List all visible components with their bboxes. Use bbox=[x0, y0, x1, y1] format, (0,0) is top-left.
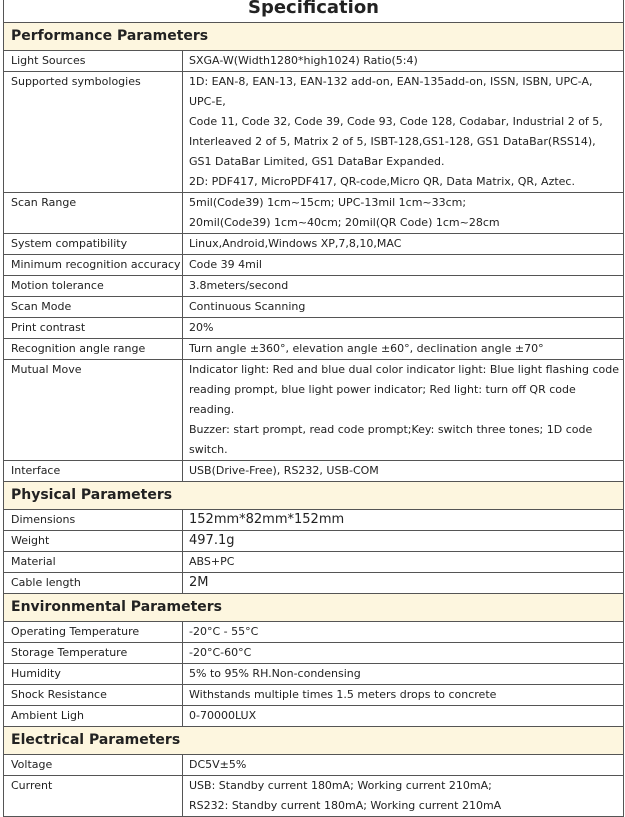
spec-value bbox=[183, 72, 623, 192]
spec-value-line: reading. bbox=[189, 403, 235, 416]
spec-value bbox=[183, 552, 623, 572]
spec-value-line: Code 11, Code 32, Code 39, Code 93, Code 128, Codabar, Industrial 2 of 5, bbox=[189, 115, 603, 128]
spec-value bbox=[183, 255, 623, 275]
spec-label: Ambient Ligh bbox=[4, 706, 183, 726]
spec-value-line: Continuous Scanning bbox=[189, 300, 306, 313]
spec-value-line: 0-70000LUX bbox=[189, 709, 257, 722]
spec-row bbox=[4, 685, 623, 706]
spec-value bbox=[183, 360, 623, 460]
spec-row bbox=[4, 510, 623, 531]
spec-row bbox=[4, 276, 623, 297]
spec-row bbox=[4, 255, 623, 276]
spec-label: Motion tolerance bbox=[4, 276, 183, 296]
spec-row bbox=[4, 339, 623, 360]
specification-sheet bbox=[3, 0, 624, 817]
spec-row bbox=[4, 72, 623, 193]
spec-row bbox=[4, 755, 623, 776]
spec-value bbox=[183, 461, 623, 481]
spec-label: Material bbox=[4, 552, 183, 572]
spec-value bbox=[183, 51, 623, 71]
spec-value-line: SXGA-W(Width1280*high1024) Ratio(5:4) bbox=[189, 54, 418, 67]
spec-label: Humidity bbox=[4, 664, 183, 684]
spec-label: Minimum recognition accuracy bbox=[4, 255, 183, 275]
spec-value bbox=[183, 234, 623, 254]
spec-value-line: 2M bbox=[189, 575, 209, 590]
section-heading-physical: Physical Parameters bbox=[4, 482, 623, 510]
spec-row bbox=[4, 297, 623, 318]
spec-value bbox=[183, 276, 623, 296]
spec-value-line: 1D: EAN-8, EAN-13, EAN-132 add-on, EAN-135add-on, ISSN, ISBN, UPC-A, bbox=[189, 75, 593, 88]
spec-value-line: UPC-E, bbox=[189, 95, 226, 108]
spec-value-line: 2D: PDF417, MicroPDF417, QR-code,Micro QR, Data Matrix, QR, Aztec. bbox=[189, 175, 575, 188]
spec-value-line: 497.1g bbox=[189, 533, 235, 548]
spec-value-line: ABS+PC bbox=[189, 555, 235, 568]
spec-value-line: -20°C - 55°C bbox=[189, 625, 259, 638]
spec-row bbox=[4, 664, 623, 685]
section-heading-performance: Performance Parameters bbox=[4, 23, 623, 51]
spec-value bbox=[183, 318, 623, 338]
spec-row bbox=[4, 643, 623, 664]
spec-value bbox=[183, 643, 623, 663]
spec-value-line: Indicator light: Red and blue dual color indicator light: Blue light flashing code bbox=[189, 363, 619, 376]
spec-value-line: Buzzer: start prompt, read code prompt;Key: switch three tones; 1D code bbox=[189, 423, 593, 436]
electrical-rows bbox=[4, 755, 623, 817]
spec-label: Current bbox=[4, 776, 183, 816]
spec-label: Supported symbologies bbox=[4, 72, 183, 192]
spec-label: Light Sources bbox=[4, 51, 183, 71]
spec-value-line: RS232: Standby current 180mA; Working current 210mA bbox=[189, 799, 502, 812]
spec-value-line: 20% bbox=[189, 321, 214, 334]
spec-row bbox=[4, 706, 623, 727]
spec-value-line: Withstands multiple times 1.5 meters drops to concrete bbox=[189, 688, 497, 701]
spec-value-line: 5% to 95% RH.Non-condensing bbox=[189, 667, 361, 680]
spec-value bbox=[183, 685, 623, 705]
spec-label: Scan Mode bbox=[4, 297, 183, 317]
spec-label: Voltage bbox=[4, 755, 183, 775]
page-title: Specification bbox=[4, 0, 623, 23]
section-heading-environmental: Environmental Parameters bbox=[4, 594, 623, 622]
spec-label: System compatibility bbox=[4, 234, 183, 254]
spec-value bbox=[183, 664, 623, 684]
spec-row bbox=[4, 531, 623, 552]
spec-value bbox=[183, 573, 623, 593]
spec-value-line: DC5V±5% bbox=[189, 758, 247, 771]
spec-value bbox=[183, 622, 623, 642]
spec-value-line: USB(Drive-Free), RS232, USB-COM bbox=[189, 464, 379, 477]
environmental-rows bbox=[4, 622, 623, 727]
spec-value-line: Turn angle ±360°, elevation angle ±60°, declination angle ±70° bbox=[189, 342, 544, 355]
spec-value-line: -20°C-60°C bbox=[189, 646, 252, 659]
section-heading-electrical: Electrical Parameters bbox=[4, 727, 623, 755]
spec-label: Storage Temperature bbox=[4, 643, 183, 663]
spec-value-line: 152mm*82mm*152mm bbox=[189, 512, 345, 527]
spec-label: Dimensions bbox=[4, 510, 183, 530]
spec-label: Recognition angle range bbox=[4, 339, 183, 359]
spec-row bbox=[4, 193, 623, 234]
spec-value-line: Linux,Android,Windows XP,7,8,10,MAC bbox=[189, 237, 402, 250]
spec-value bbox=[183, 510, 623, 530]
spec-value-line: 5mil(Code39) 1cm~15cm; UPC-13mil 1cm~33cm; bbox=[189, 196, 467, 209]
spec-row bbox=[4, 776, 623, 817]
spec-value bbox=[183, 297, 623, 317]
spec-value-line: 20mil(Code39) 1cm~40cm; 20mil(QR Code) 1cm~28cm bbox=[189, 216, 500, 229]
spec-value bbox=[183, 339, 623, 359]
spec-value-line: USB: Standby current 180mA; Working current 210mA; bbox=[189, 779, 492, 792]
spec-value bbox=[183, 531, 623, 551]
spec-value-line: 3.8meters/second bbox=[189, 279, 289, 292]
spec-label: Operating Temperature bbox=[4, 622, 183, 642]
spec-row bbox=[4, 51, 623, 72]
spec-row bbox=[4, 573, 623, 594]
spec-value-line: Interleaved 2 of 5, Matrix 2 of 5, ISBT-128,GS1-128, GS1 DataBar(RSS14), bbox=[189, 135, 596, 148]
spec-value-line: Code 39 4mil bbox=[189, 258, 262, 271]
spec-value-line: switch. bbox=[189, 443, 228, 456]
spec-value bbox=[183, 755, 623, 775]
physical-rows bbox=[4, 510, 623, 594]
spec-row bbox=[4, 234, 623, 255]
spec-label: Print contrast bbox=[4, 318, 183, 338]
spec-label: Interface bbox=[4, 461, 183, 481]
spec-label: Weight bbox=[4, 531, 183, 551]
spec-value bbox=[183, 193, 623, 233]
spec-row bbox=[4, 622, 623, 643]
spec-row bbox=[4, 461, 623, 482]
spec-value-line: reading prompt, blue light power indicator; Red light: turn off QR code bbox=[189, 383, 576, 396]
spec-value bbox=[183, 776, 623, 816]
spec-value-line: GS1 DataBar Limited, GS1 DataBar Expanded. bbox=[189, 155, 445, 168]
spec-label: Scan Range bbox=[4, 193, 183, 233]
spec-value bbox=[183, 706, 623, 726]
spec-row bbox=[4, 318, 623, 339]
spec-label: Cable length bbox=[4, 573, 183, 593]
performance-rows bbox=[4, 51, 623, 482]
spec-row bbox=[4, 360, 623, 461]
spec-label: Shock Resistance bbox=[4, 685, 183, 705]
spec-label: Mutual Move bbox=[4, 360, 183, 460]
spec-row bbox=[4, 552, 623, 573]
